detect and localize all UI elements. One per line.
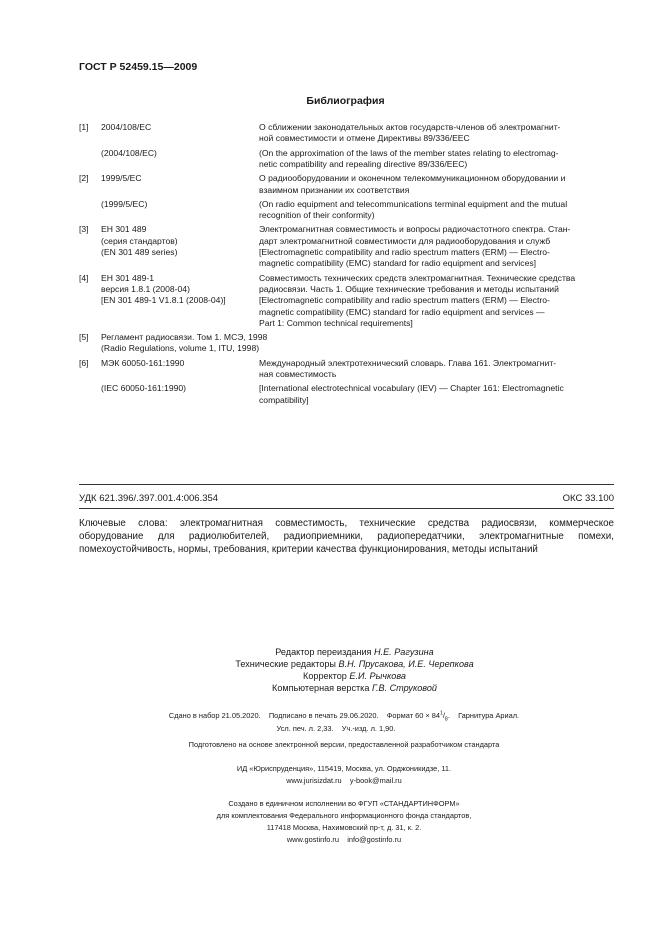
imprint-sheets: Усл. печ. л. 2,33. Уч.-изд. л. 1,90.: [276, 724, 396, 733]
bib-ref-number: [1]: [79, 122, 89, 132]
imprint-print-data: Сдано в набор 21.05.2020. Подписано в печать 29.06.2020. Формат $60 \times 84^1/_8$. Гарнитура Ариал.: [168, 710, 520, 723]
bib-ref-code: (2004/108/EC): [101, 147, 157, 158]
bib-ref-number: [3]: [79, 224, 89, 235]
publisher-site-link[interactable]: www.jurisizdat.ru: [286, 776, 342, 785]
publisher-mail-link[interactable]: y-book@mail.ru: [349, 776, 402, 785]
bib-ref-number: [6]: [79, 357, 89, 368]
divider: [79, 484, 614, 485]
oks-code: ОКС 33.100: [562, 493, 614, 504]
bib-ref-code: [EN 301 489-1 V1.8.1 (2008-04)]: [101, 295, 226, 306]
imprint-prepared: Подготовлено на основе электронной версии, предоставленной разработчиком стандарта: [188, 740, 500, 749]
bib-ref-text: netic compatibility and repealing directive 89/336/EEC): [259, 158, 468, 169]
bib-ref-code: версия 1.8.1 (2008-04): [101, 283, 190, 294]
bib-ref-text: дарт электромагнитной совместимости для радиооборудования и служб: [259, 235, 551, 246]
bib-ref-text: magnetic compatibility (EMC) standard for radio equipment and services —: [259, 306, 545, 317]
credit-tech-editors: Технические редакторы В.Н. Прусакова, И.Е. Черепкова: [235, 659, 474, 669]
imprint-gost-contacts: [0, 834, 661, 845]
bib-ref-text: ная совместимость: [259, 369, 337, 379]
imprint-created: 117418 Москва, Нахимовский пр-т, д. 31, к. 2.: [266, 823, 422, 832]
bib-ref-text: [International electrotechnical vocabulary (IEV) — Chapter 161: Electromagnetic: [259, 383, 564, 394]
bib-ref-code: 2004/108/EC: [101, 122, 152, 132]
bib-ref-text: compatibility]: [259, 394, 309, 405]
keywords-line: Ключевые слова: электромагнитная совместимость, технические средства радиосвязи, коммерческое: [79, 518, 614, 529]
bib-ref-code: Регламент радиосвязи. Том 1. МСЭ, 1998: [101, 332, 268, 343]
bib-ref-number: [2]: [79, 173, 89, 184]
udk-code: УДК 621.396/.397.001.4:006.354: [79, 493, 219, 504]
bib-ref-text: magnetic compatibility (EMC) standard for radio equipment and services]: [259, 258, 537, 269]
keywords-line: помехоустойчивость, нормы, требования, критерии качества функционирования, методы испытаний: [79, 544, 538, 556]
credit-corrector: Корректор Е.И. Рычкова: [303, 671, 406, 681]
imprint-publisher-contacts: [0, 775, 661, 786]
bib-ref-text: (On radio equipment and telecommunications terminal equipment and the mutual: [259, 198, 568, 209]
gost-mail-link[interactable]: info@gostinfo.ru: [347, 835, 402, 844]
keywords-line: оборудование для радиолюбителей, радиоприемники, радиопередатчики, электромагнитные помехи,: [79, 531, 614, 543]
divider: [79, 508, 614, 509]
imprint-created: Создано в единичном исполнении во ФГУП «СТАНДАРТИНФОРМ»: [228, 799, 460, 808]
document-header: ГОСТ Р 52459.15—2009: [79, 61, 198, 73]
bib-ref-code: МЭК 60050-161:1990: [101, 357, 185, 368]
bib-ref-code: (1999/5/EC): [101, 198, 148, 209]
bib-ref-code: (серия стандартов): [101, 235, 178, 246]
bib-ref-code: (EN 301 489 series): [101, 247, 178, 257]
bib-ref-text: радиосвязи. Часть 1. Общие технические требования и методы испытаний: [259, 283, 559, 294]
imprint-created: для комплектования Федерального информационного фонда стандартов,: [216, 811, 472, 820]
credit-editor: Редактор переиздания Н.Е. Рагузина: [275, 647, 434, 657]
bib-ref-text: [Electromagnetic compatibility and radio spectrum matters (ERM) — Electro-: [259, 247, 550, 257]
bib-ref-text: ной совместимости и отмене Директивы 89/336/EEC: [259, 133, 470, 144]
keywords: [79, 517, 614, 557]
bibliography-title: Библиография: [306, 95, 385, 107]
bib-ref-code: (IEC 60050-161:1990): [101, 383, 187, 394]
bib-ref-text: Part 1: Common technical requirements]: [259, 317, 413, 328]
bib-ref-text: recognition of their conformity): [259, 210, 375, 221]
bib-ref-code: EH 301 489: [101, 224, 147, 235]
bib-ref-text: О сближении законодательных актов государств-членов об электромагнит-: [259, 122, 561, 132]
bib-ref-text: взаимном признании их соответствия: [259, 184, 410, 195]
bib-ref-text: [Electromagnetic compatibility and radio spectrum matters (ERM) — Electro-: [259, 295, 550, 306]
bib-ref-text: О радиооборудовании и оконечном телекоммуникационном оборудовании и: [259, 173, 566, 184]
bib-ref-code: (Radio Regulations, volume 1, ITU, 1998): [101, 343, 260, 354]
bib-ref-text: Электромагнитная совместимость и вопросы радиочастотного спектра. Стан-: [259, 224, 571, 235]
credit-layout: Компьютерная верстка Г.В. Струковой: [272, 683, 437, 693]
bib-ref-text: Совместимость технических средств электромагнитная. Технические средства: [259, 272, 576, 283]
bib-ref-code: EH 301 489-1: [101, 272, 155, 283]
bib-ref-text: (On the approximation of the laws of the member states relating to electromag-: [259, 147, 559, 158]
imprint-publisher: ИД «Юриспруденция», 115419, Москва, ул. Орджоникидзе, 11.: [236, 764, 452, 773]
bib-ref-number: [4]: [79, 272, 89, 283]
bib-ref-number: [5]: [79, 332, 89, 343]
gost-site-link[interactable]: www.gostinfo.ru: [286, 835, 339, 844]
bib-ref-code: 1999/5/EC: [101, 173, 142, 184]
bib-ref-text: Международный электротехнический словарь. Глава 161. Электромагнит-: [259, 357, 557, 368]
